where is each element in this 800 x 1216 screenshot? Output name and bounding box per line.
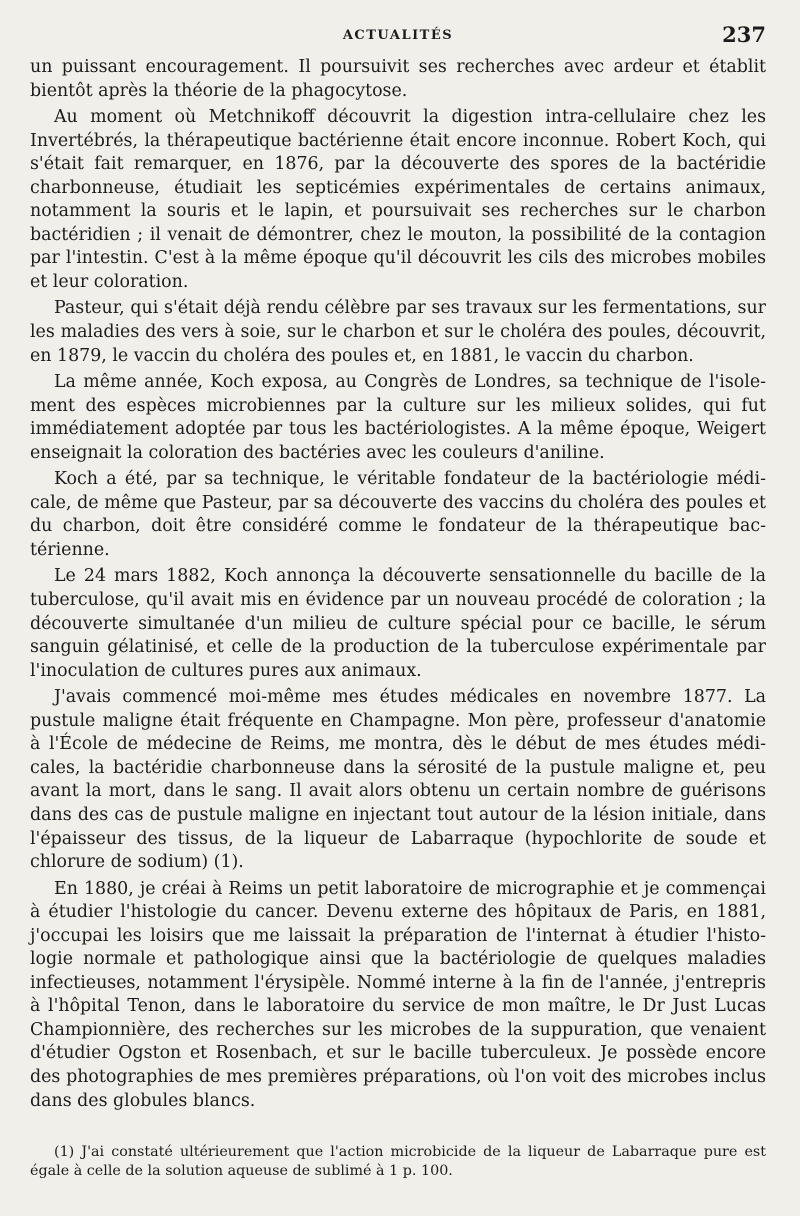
paragraph: Koch a été, par sa technique, le véritable fondateur de la bactériologie médicale, de même que Pasteur, par sa découverte des vaccins du choléra des poules et du charbon, doit être considéré comme le fondateur de la thérapeutique bactérienne. [30,469,766,560]
running-title: ACTUALITÉS [342,28,454,43]
paragraph: Le 24 mars 1882, Koch annonça la découverte sensationnelle du bacille de la tuberculose, qu'il avait mis en évidence par un nouveau procédé de coloration ; la découverte simultanée d'un milieu de culture spécial pour ce bacille, le sérum sanguin gélatinisé, et celle de la production de la tuberculose expérimentale par l'inoculation de cultures pures aux animaux. [30,566,766,681]
paragraph: En 1880, je créai à Reims un petit laboratoire de micrographie et je commençai à étudier l'histologie du cancer. Devenu externe des hôpitaux de Paris, en 1881, j'occupai les loisirs que me laissait la préparation de l'internat à étudier l'histologie normale et pathologique ainsi que la bactériologie de quelques maladies infectieuses, notamment l'érysipèle. Nommé interne à la fin de l'année, j'entrepris à l'hôpital Tenon, dans le laboratoire du service de mon maître, le Dr Just Lucas Championnière, des recherches sur les microbes de la suppuration, que venaient d'étudier Ogston et Rosenbach, et sur le bacille tuberculeux. Je possède encore des photographies de mes premières préparations, où l'on voit des microbes inclus dans des globules blancs. [30,878,766,1111]
paragraph: J'avais commencé moi-même mes études médicales en novembre 1877. La pustule maligne était fréquente en Champagne. Mon père, professeur d'anatomie à l'École de médecine de Reims, me montra, dès le début de mes études médicales, la bactéridie charbonneuse dans la sérosité de la pustule maligne et, peu avant la mort, dans le sang. Il avait alors obtenu un certain nombre de guérisons dans des cas de pustule maligne en injectant tout autour de la lésion initiale, dans l'épaisseur des tissus, de la liqueur de Labarraque (hypochlorite de soude et chlorure de sodium) (1). [30,687,766,873]
page-number: 237 [722,22,766,47]
body-text [30,56,766,1113]
paragraph: Au moment où Metchnikoff découvrit la digestion intra-cellulaire chez les Invertébrés, la thérapeutique bactérienne était encore inconnue. Robert Koch, qui s'était fait remarquer, en 1876, par la découverte des spores de la bactéridie charbonneuse, étudiait les septicémies expérimentales de certains animaux, notamment la souris et le lapin, et poursuivait ses recherches sur le charbon bactéridien ; il venait de démontrer, chez le mouton, la possibilité de la contagion par l'intestin. C'est à la même époque qu'il découvrit les cils des microbes mobiles et leur coloration. [30,107,766,292]
paragraph: Pasteur, qui s'était déjà rendu célèbre par ses travaux sur les fermentations, sur les maladies des vers à soie, sur le charbon et sur le choléra des poules, découvrit, en 1879, le vaccin du choléra des poules et, en 1881, le vaccin du charbon. [30,298,766,366]
paragraph: un puissant encouragement. Il poursuivit ses recherches avec ardeur et établit bientôt après la théorie de la phagocytose. [30,57,766,101]
paragraph: La même année, Koch exposa, au Congrès de Londres, sa technique de l'isolement des espèces microbiennes par la culture sur les milieux solides, qui fut immédiatement adoptée par tous les bactériologistes. A la même époque, Weigert enseignait la coloration des bactéries avec les couleurs d'aniline. [30,372,766,463]
running-head [30,22,766,56]
footnotes [30,1143,766,1181]
footnote: (1) J'ai constaté ultérieurement que l'action microbicide de la liqueur de Labarraque pure est égale à celle de la solution aqueuse de sublimé à 1 p. 100. [30,1144,766,1179]
